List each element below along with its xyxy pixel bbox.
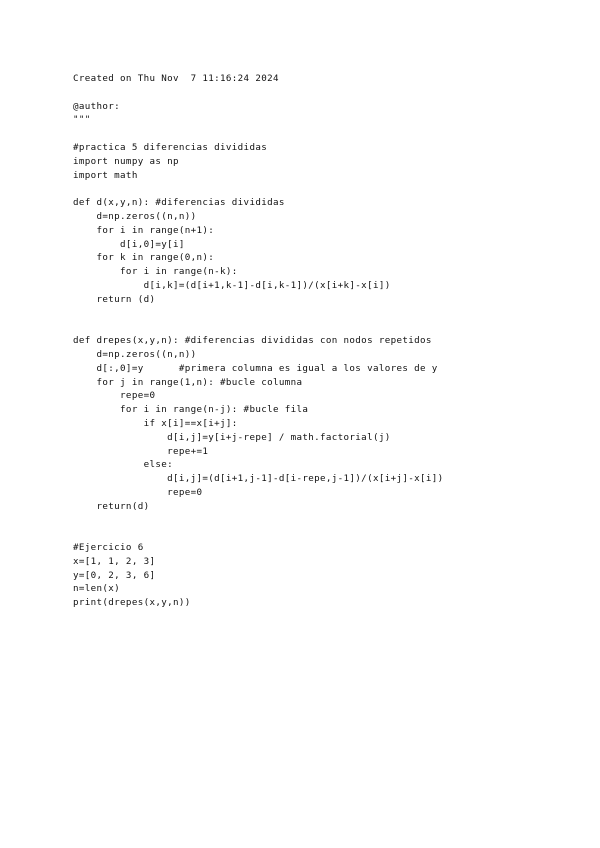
code-line-comment: #Ejercicio 6 (73, 542, 144, 554)
code-line: d[i,0]=y[i] (73, 238, 185, 250)
code-line: for i in range(n-j): #bucle fila (73, 404, 309, 416)
code-line: d[i,j]=(d[i+1,j-1]-d[i-repe,j-1])/(x[i+j]-x[i]) (73, 473, 444, 485)
code-line-blank (73, 86, 583, 100)
code-line: for i in range(n-k): (73, 266, 238, 278)
code-line: repe=0 (73, 390, 156, 402)
code-line: for j in range(1,n): #bucle columna (73, 376, 303, 388)
code-line-docstring-end: """ (73, 114, 91, 126)
code-line-print: print(drepes(x,y,n)) (73, 597, 191, 609)
code-line-return: return(d) (73, 500, 150, 512)
code-line: for k in range(0,n): (73, 252, 215, 264)
code-line: repe=0 (73, 486, 203, 498)
code-line: d[i,k]=(d[i+1,k-1]-d[i,k-1])/(x[i+k]-x[i]) (73, 279, 391, 291)
code-line-blank (73, 320, 583, 334)
code-line-blank (73, 182, 583, 196)
code-line: d=np.zeros((n,n)) (73, 210, 197, 222)
code-line-comment: #practica 5 diferencias divididas (73, 141, 268, 153)
code-line: d[i,j]=y[i+j-repe] / math.factorial(j) (73, 431, 391, 443)
code-line-blank (73, 514, 583, 528)
code-line: if x[i]==x[i+j]: (73, 417, 238, 429)
code-line-blank (73, 527, 583, 541)
code-line-return: return (d) (73, 293, 156, 305)
code-line-blank (73, 127, 583, 141)
code-line: d[:,0]=y #primera columna es igual a los valores de y (73, 362, 438, 374)
code-line-header: Created on Thu Nov 7 11:16:24 2024 (73, 73, 279, 84)
code-listing (73, 72, 583, 610)
code-line-author: @author: (73, 100, 121, 112)
code-line-def: def drepes(x,y,n): #diferencias divididas con nodos repetidos (73, 335, 432, 347)
code-line-import: import math (73, 169, 138, 181)
code-line-import: import numpy as np (73, 155, 179, 167)
code-line: x=[1, 1, 2, 3] (73, 555, 156, 567)
code-line-def: def d(x,y,n): #diferencias divididas (73, 197, 285, 209)
code-line: n=len(x) (73, 583, 121, 595)
code-line: d=np.zeros((n,n)) (73, 348, 197, 360)
code-line-blank (73, 307, 583, 321)
code-line: repe+=1 (73, 445, 209, 457)
code-line: else: (73, 459, 173, 471)
code-line: for i in range(n+1): (73, 224, 215, 236)
code-line: y=[0, 2, 3, 6] (73, 569, 156, 581)
